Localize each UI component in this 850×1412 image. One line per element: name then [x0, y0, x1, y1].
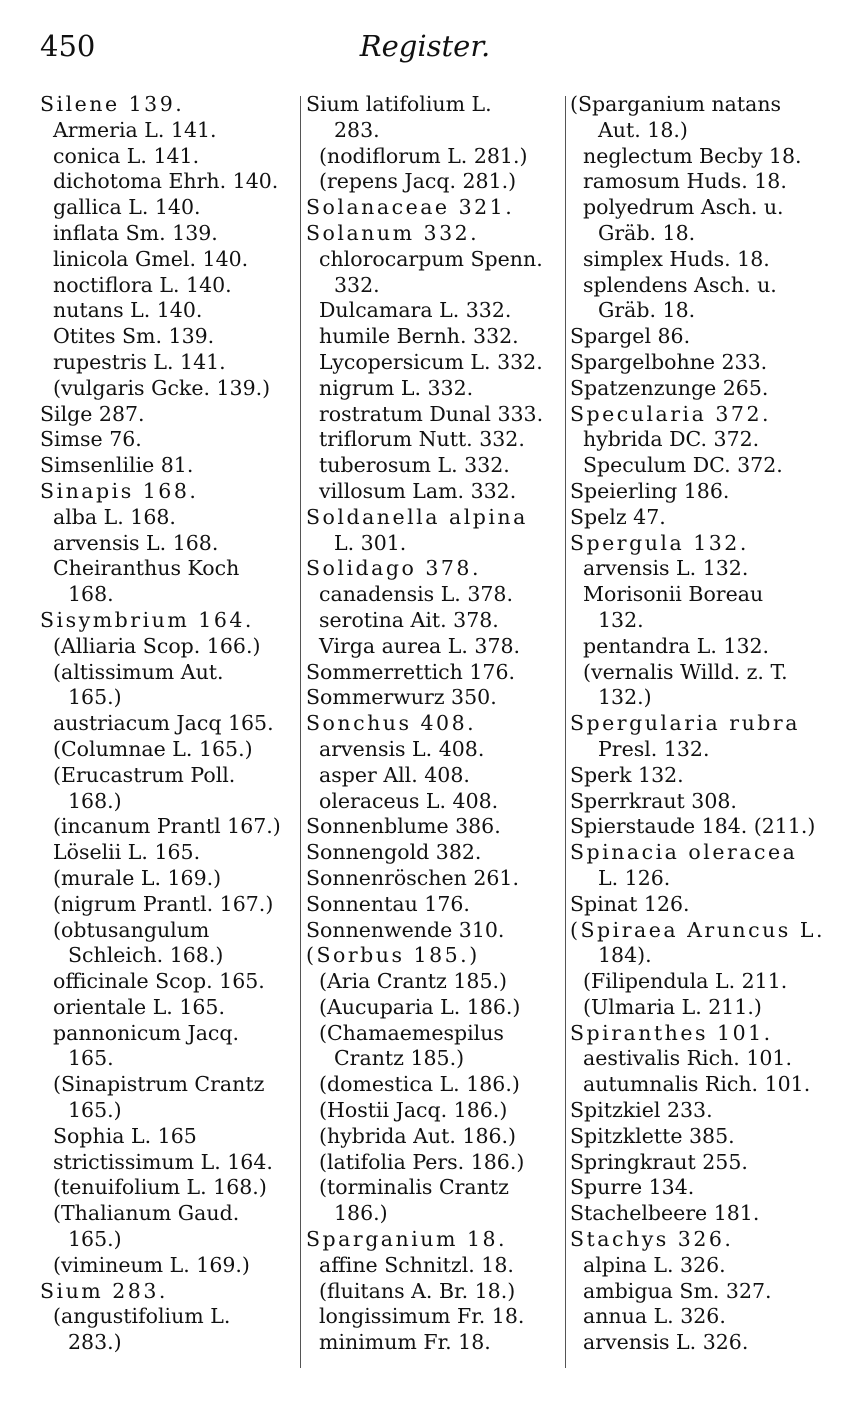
index-entry: (incanum Prantl 167.) [53, 814, 281, 839]
index-entry: Aut. 18.) [598, 117, 688, 142]
index-entry: (Thalianum Gaud. [53, 1201, 240, 1226]
index-entry: (murale L. 169.) [53, 865, 222, 890]
index-entry: Sonnenwende 310. [306, 917, 505, 942]
index-entry: Otites Sm. 139. [53, 324, 215, 349]
index-entry: Sommerwurz 350. [306, 685, 497, 710]
index-entry: inflata Sm. 139. [53, 220, 218, 245]
index-entry: Morisonii Boreau [583, 582, 764, 607]
index-entry: Sperk 132. [570, 762, 684, 787]
column-divider [565, 96, 566, 1368]
index-entry: arvensis L. 408. [319, 736, 485, 761]
index-entry: nutans L. 140. [53, 298, 203, 323]
index-entry: Sium 283. [40, 1278, 168, 1303]
index-entry: Spergula 132. [570, 530, 749, 555]
index-entry: 332. [334, 272, 380, 297]
index-entry: alpina L. 326. [583, 1252, 726, 1277]
index-entry: Virga aurea L. 378. [319, 633, 521, 658]
index-entry: (Aria Crantz 185.) [319, 969, 508, 994]
index-entry: (torminalis Crantz [319, 1175, 509, 1200]
index-entry: 168.) [68, 788, 122, 813]
index-entry: Sonnengold 382. [306, 840, 482, 865]
index-entry: Sinapis 168. [40, 478, 199, 503]
index-entry: Sommerrettich 176. [306, 659, 516, 684]
index-entry: (Hostii Jacq. 186.) [319, 1098, 508, 1123]
index-entry: villosum Lam. 332. [319, 478, 517, 503]
index-entry: (angustifolium L. [53, 1304, 231, 1329]
index-entry: simplex Huds. 18. [583, 246, 770, 271]
index-entry: neglectum Becby 18. [583, 143, 802, 168]
index-entry: annua L. 326. [583, 1304, 726, 1329]
index-entry: Armeria L. 141. [53, 117, 217, 142]
index-entry: (obtusangulum [53, 917, 210, 942]
index-entry: 132. [598, 607, 644, 632]
index-entry: 168. [68, 582, 114, 607]
index-entry: Spergularia rubra [570, 711, 800, 736]
index-entry: minimum Fr. 18. [319, 1330, 491, 1355]
index-entry: humile Bernh. 332. [319, 324, 519, 349]
index-entry: Sperrkraut 308. [570, 788, 737, 813]
index-entry: gallica L. 140. [53, 195, 201, 220]
index-entry: (repens Jacq. 281.) [319, 169, 517, 194]
index-entry: alba L. 168. [53, 504, 176, 529]
index-column-1 [40, 92, 298, 1356]
index-entry: conica L. 141. [53, 143, 200, 168]
index-entry: Spurre 134. [570, 1175, 695, 1200]
index-entry: (Sinapistrum Crantz [53, 1072, 265, 1097]
index-entry: Sonnenblume 386. [306, 814, 501, 839]
index-entry: serotina Ait. 378. [319, 607, 499, 632]
index-entry: ramosum Huds. 18. [583, 169, 787, 194]
index-entry: Simse 76. [40, 427, 142, 452]
index-entry: arvensis L. 326. [583, 1330, 749, 1355]
index-entry: Specularia 372. [570, 401, 771, 426]
index-entry: Soldanella alpina [306, 504, 528, 529]
page-header [0, 28, 850, 68]
index-entry: 186.) [334, 1201, 388, 1226]
index-entry: officinale Scop. 165. [53, 969, 265, 994]
index-entry: oleraceus L. 408. [319, 788, 499, 813]
index-entry: (Chamaemespilus [319, 1020, 504, 1045]
index-entry: Silge 287. [40, 401, 145, 426]
index-entry: (Ulmaria L. 211.) [583, 994, 762, 1019]
index-entry: Spatzenzunge 265. [570, 375, 769, 400]
index-entry: Spitzkiel 233. [570, 1098, 713, 1123]
index-entry: Solidago 378. [306, 556, 481, 581]
index-entry: Spinat 126. [570, 891, 690, 916]
index-entry: 165. [68, 1046, 114, 1071]
index-entry: Simsenlilie 81. [40, 453, 194, 478]
index-entry: L. 126. [598, 865, 671, 890]
index-entry: Stachelbeere 181. [570, 1201, 760, 1226]
index-entry: 283. [334, 117, 380, 142]
index-entry: pentandra L. 132. [583, 633, 770, 658]
index-entry: Spierstaude 184. (211.) [570, 814, 816, 839]
index-entry: longissimum Fr. 18. [319, 1304, 525, 1329]
index-entry: affine Schnitzl. 18. [319, 1252, 514, 1277]
column-divider [300, 96, 301, 1368]
index-entry: hybrida DC. 372. [583, 427, 760, 452]
index-entry: (nigrum Prantl. 167.) [53, 891, 274, 916]
index-entry: Spiranthes 101. [570, 1020, 773, 1045]
index-entry: (nodiflorum L. 281.) [319, 143, 528, 168]
index-entry: Cheiranthus Koch [53, 556, 240, 581]
index-entry: Springkraut 255. [570, 1149, 748, 1174]
index-entry: 165.) [68, 1098, 122, 1123]
index-column-3 [570, 92, 842, 1356]
index-entry: pannonicum Jacq. [53, 1020, 240, 1045]
index-entry: 283.) [68, 1330, 122, 1355]
index-entry: (Spiraea Aruncus L. [570, 917, 825, 942]
index-entry: Sonnenröschen 261. [306, 865, 519, 890]
index-entry: 165.) [68, 685, 122, 710]
index-entry: arvensis L. 168. [53, 530, 219, 555]
index-entry: Silene 139. [40, 92, 185, 116]
index-entry: Gräb. 18. [598, 298, 696, 323]
index-entry: (Filipendula L. 211. [583, 969, 788, 994]
index-entry: (Sorbus 185.) [306, 943, 480, 968]
index-entry: Solanum 332. [306, 220, 480, 245]
index-column-2 [306, 92, 564, 1356]
page-number: 450 [40, 29, 96, 63]
index-entry: Crantz 185.) [334, 1046, 465, 1071]
index-entry: Gräb. 18. [598, 220, 696, 245]
index-entry: Spelz 47. [570, 504, 666, 529]
running-title: Register. [359, 29, 491, 63]
index-entry: Sophia L. 165 [53, 1123, 197, 1148]
index-entry: (tenuifolium L. 168.) [53, 1175, 267, 1200]
index-entry: (Erucastrum Poll. [53, 762, 236, 787]
index-entry: (vimineum L. 169.) [53, 1252, 250, 1277]
index-entry: dichotoma Ehrh. 140. [53, 169, 279, 194]
index-entry: (Alliaria Scop. 166.) [53, 633, 261, 658]
index-entry: Speculum DC. 372. [583, 453, 783, 478]
index-entry: (altissimum Aut. [53, 659, 224, 684]
index-entry: Speierling 186. [570, 478, 730, 503]
index-entry: L. 301. [334, 530, 407, 555]
index-entry: Presl. 132. [598, 736, 710, 761]
index-entry: austriacum Jacq 165. [53, 711, 274, 736]
index-entry: autumnalis Rich. 101. [583, 1072, 811, 1097]
index-entry: Spargel 86. [570, 324, 691, 349]
index-entry: 184). [598, 943, 652, 968]
index-entry: polyedrum Asch. u. [583, 195, 784, 220]
index-entry: Stachys 326. [570, 1227, 734, 1252]
index-entry: (vulgaris Gcke. 139.) [53, 375, 271, 400]
index-entry: Dulcamara L. 332. [319, 298, 512, 323]
index-entry: (Sparganium natans [570, 92, 782, 116]
index-entry: tuberosum L. 332. [319, 453, 510, 478]
index-entry: (hybrida Aut. 186.) [319, 1123, 517, 1148]
index-entry: Sium latifolium L. [306, 92, 492, 116]
index-entry: Spinacia oleracea [570, 840, 798, 865]
index-entry: asper All. 408. [319, 762, 470, 787]
index-entry: (fluitans A. Br. 18.) [319, 1278, 516, 1303]
index-entry: Sonchus 408. [306, 711, 477, 736]
index-entry: noctiflora L. 140. [53, 272, 232, 297]
index-entry: ambigua Sm. 327. [583, 1278, 772, 1303]
index-entry: Sonnentau 176. [306, 891, 470, 916]
index-entry: rupestris L. 141. [53, 349, 226, 374]
index-entry: arvensis L. 132. [583, 556, 749, 581]
index-entry: triflorum Nutt. 332. [319, 427, 525, 452]
index-entry: 165.) [68, 1227, 122, 1252]
index-entry: Löselii L. 165. [53, 840, 201, 865]
index-entry: canadensis L. 378. [319, 582, 513, 607]
index-entry: aestivalis Rich. 101. [583, 1046, 792, 1071]
index-entry: linicola Gmel. 140. [53, 246, 249, 271]
index-entry: Spitzklette 385. [570, 1123, 735, 1148]
index-entry: 132.) [598, 685, 652, 710]
index-entry: splendens Asch. u. [583, 272, 777, 297]
index-entry: rostratum Dunal 333. [319, 401, 544, 426]
index-entry: Sparganium 18. [306, 1227, 508, 1252]
index-entry: (domestica L. 186.) [319, 1072, 520, 1097]
index-entry: strictissimum L. 164. [53, 1149, 273, 1174]
index-entry: Spargelbohne 233. [570, 349, 768, 374]
index-entry: Lycopersicum L. 332. [319, 349, 543, 374]
index-entry: (Columnae L. 165.) [53, 736, 253, 761]
index-entry: nigrum L. 332. [319, 375, 474, 400]
index-entry: Schleich. 168.) [68, 943, 224, 968]
index-entry: (vernalis Willd. z. T. [583, 659, 788, 684]
index-entry: chlorocarpum Spenn. [319, 246, 543, 271]
index-entry: orientale L. 165. [53, 994, 225, 1019]
index-entry: Solanaceae 321. [306, 195, 515, 220]
index-entry: Sisymbrium 164. [40, 607, 254, 632]
index-entry: (Aucuparia L. 186.) [319, 994, 521, 1019]
index-entry: (latifolia Pers. 186.) [319, 1149, 525, 1174]
